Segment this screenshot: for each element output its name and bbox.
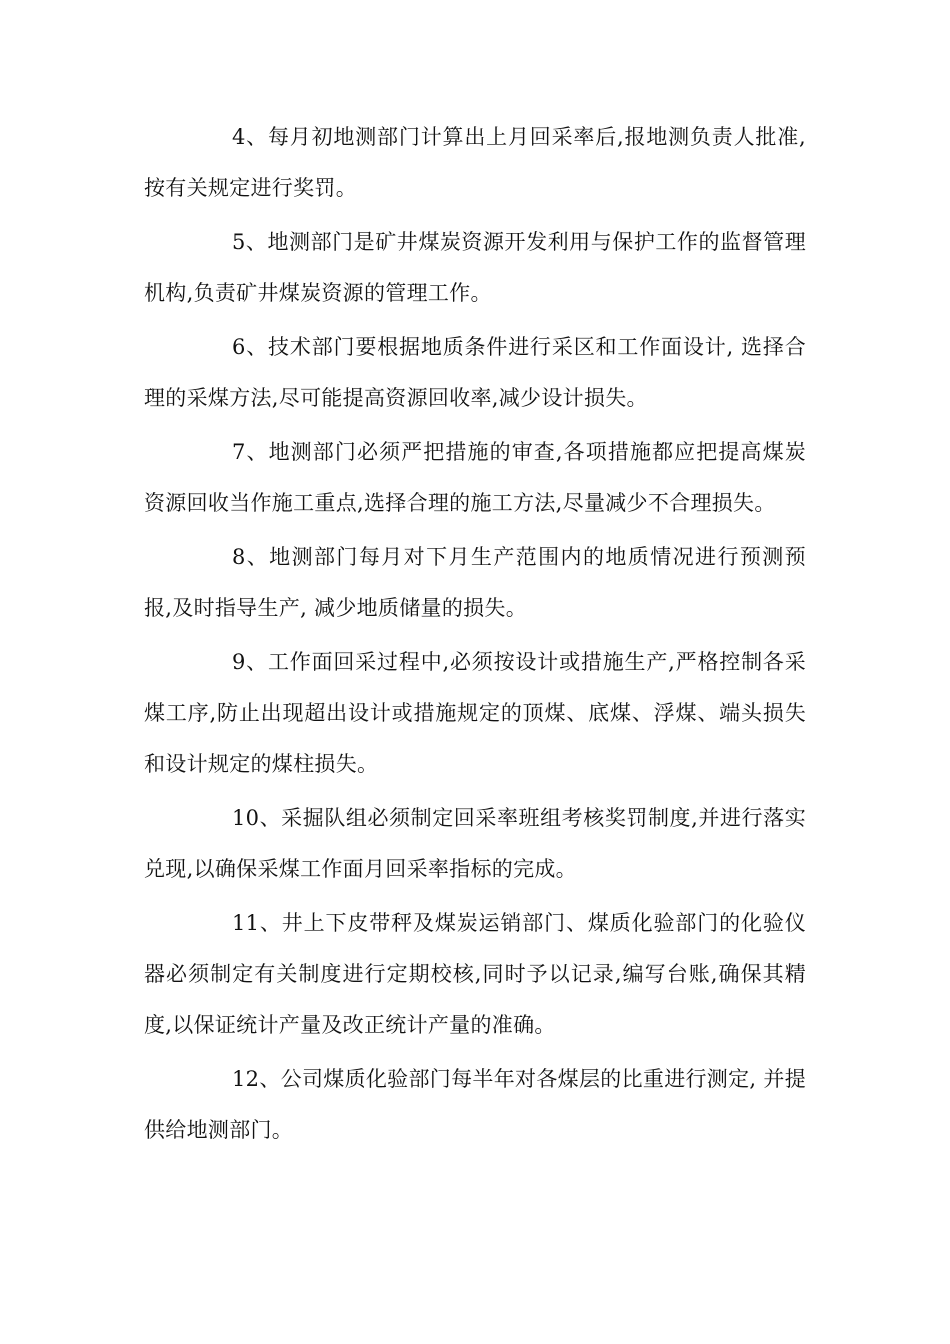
paragraph-item-11: 11、井上下皮带秤及煤炭运销部门、煤质化验部门的化验仪器必须制定有关制度进行定期校核,同时予以记录,编写台账,确保其精度,以保证统计产量及改正统计产量的准确。	[144, 911, 806, 1037]
paragraph-item-5: 5、地测部门是矿井煤炭资源开发利用与保护工作的监督管理机构,负责矿井煤炭资源的管理工作。	[144, 230, 806, 305]
paragraph-item-10: 10、采掘队组必须制定回采率班组考核奖罚制度,并进行落实兑现,以确保采煤工作面月回采率指标的完成。	[144, 806, 806, 881]
paragraph-item-4: 4、每月初地测部门计算出上月回采率后,报地测负责人批准,按有关规定进行奖罚。	[144, 125, 806, 200]
paragraph-item-7: 7、地测部门必须严把措施的审查,各项措施都应把提高煤炭资源回收当作施工重点,选择合理的施工方法,尽量减少不合理损失。	[144, 440, 806, 515]
paragraph-item-8: 8、地测部门每月对下月生产范围内的地质情况进行预测预报,及时指导生产, 减少地质储量的损失。	[144, 545, 806, 620]
paragraph-item-6: 6、技术部门要根据地质条件进行采区和工作面设计, 选择合理的采煤方法,尽可能提高资源回收率,减少设计损失。	[144, 335, 806, 410]
paragraph-item-12: 12、公司煤质化验部门每半年对各煤层的比重进行测定, 并提供给地测部门。	[144, 1067, 806, 1142]
document-body	[144, 112, 806, 1159]
paragraph-item-9: 9、工作面回采过程中,必须按设计或措施生产,严格控制各采煤工序,防止出现超出设计或措施规定的顶煤、底煤、浮煤、端头损失和设计规定的煤柱损失。	[144, 650, 806, 776]
